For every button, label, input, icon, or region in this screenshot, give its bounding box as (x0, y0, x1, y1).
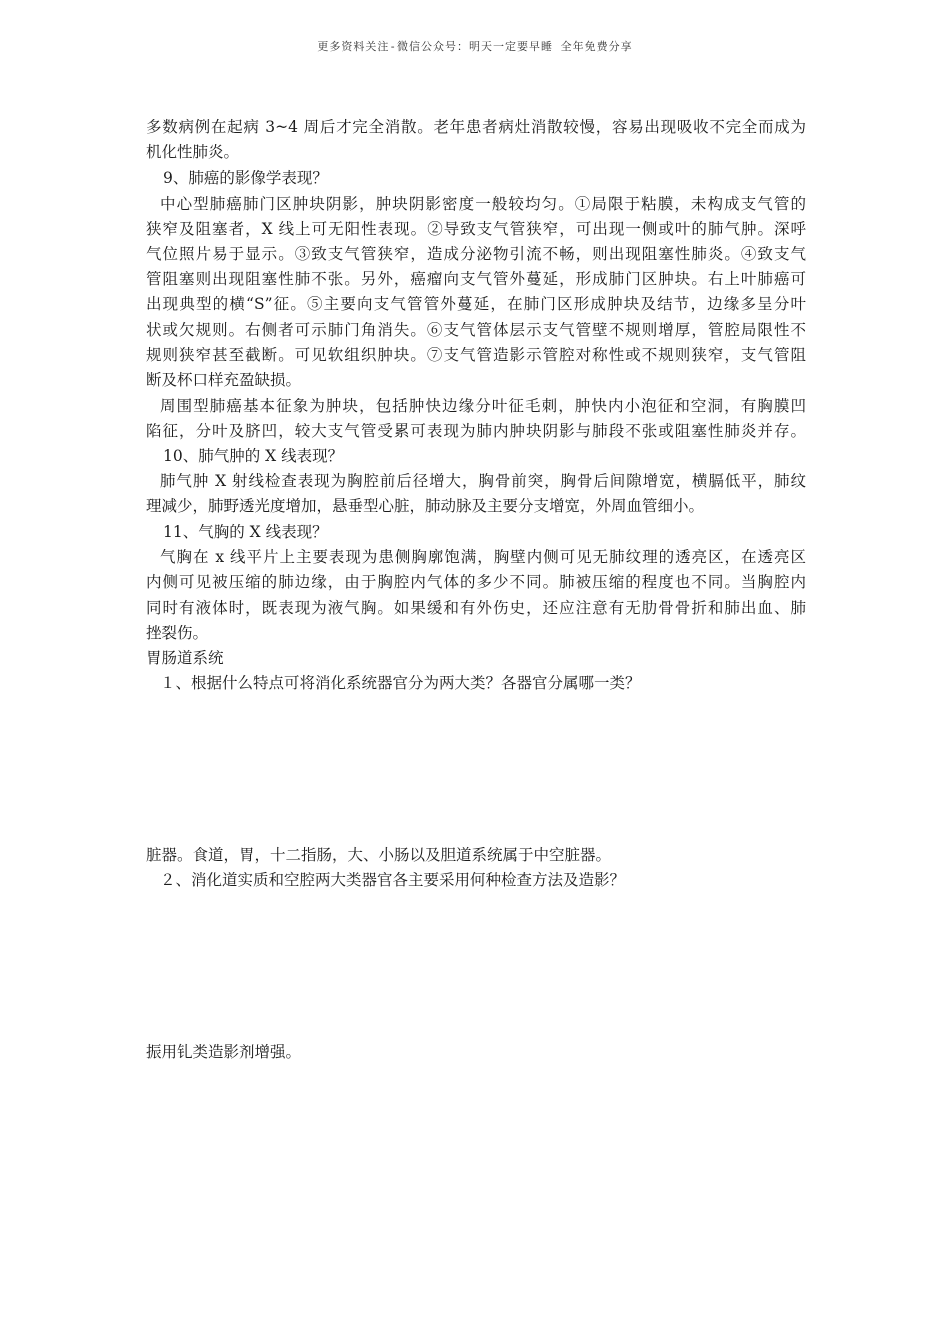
text-line: 气位照片易于显示。③致支气管狭窄，造成分泌物引流不畅，则出现阻塞性肺炎。④致支气 (146, 245, 806, 263)
text-line: 状或欠规则。右侧者可示肺门角消失。⑥支气管体层示支气管壁不规则增厚，管腔局限性不 (146, 321, 806, 339)
text-line: 肺气肿 X 射线检查表现为胸腔前后径增大，胸骨前突，胸骨后间隙增宽，横膈低平，肺纹 (160, 472, 806, 490)
text-line: 内侧可见被压缩的肺边缘，由于胸腔内气体的多少不同。肺被压缩的程度也不同。当胸腔内 (146, 573, 806, 591)
section-heading: 9、肺癌的影像学表现？ (163, 169, 328, 187)
text-line: 机化性肺炎。 (146, 143, 240, 161)
text-line: 中心型肺癌肺门区肿块阴影，肿块阴影密度一般较均匀。①局限于粘膜，未构成支气管的 (160, 195, 806, 213)
section-heading: 胃肠道系统 (146, 649, 224, 667)
text-line: 陷征，分叶及脐凹，较大支气管受累可表现为肺内肿块阴影与肺段不张或阻塞性肺炎并存。 (146, 422, 806, 440)
text-line: 出现典型的横“S”征。⑤主要向支气管管外蔓延，在肺门区形成肿块及结节，边缘多呈分叶 (146, 295, 806, 313)
text-line: 脏器。食道，胃，十二指肠，大、小肠以及胆道系统属于中空脏器。 (146, 846, 612, 864)
text-line: 规则狭窄甚至截断。可见软组织肿块。⑦支气管造影示管腔对称性或不规则狭窄，支气管阻 (146, 346, 806, 364)
text-line: 理减少，肺野透光度增加，悬垂型心脏，肺动脉及主要分支增宽，外周血管细小。 (146, 497, 705, 515)
text-line: 管阻塞则出现阻塞性肺不张。另外，癌瘤向支气管外蔓延，形成肺门区肿块。右上叶肺癌可 (146, 270, 806, 288)
text-line: 气胸在 x 线平片上主要表现为患侧胸廓饱满，胸壁内侧可见无肺纹理的透亮区，在透亮区 (160, 548, 806, 566)
page-header: 更多资料关注-微信公众号：明天一定要早睡 全年免费分享 (317, 40, 633, 53)
text-line: 振用钆类造影剂增强。 (146, 1043, 302, 1061)
text-line: 多数病例在起病 3~4 周后才完全消散。老年患者病灶消散较慢，容易出现吸收不完全而成为 (146, 118, 806, 136)
text-line: 同时有液体时，既表现为液气胸。如果缓和有外伤史，还应注意有无肋骨骨折和肺出血、肺 (146, 599, 806, 617)
text-line: 断及杯口样充盈缺损。 (146, 371, 302, 389)
section-heading: 11、气胸的 X 线表现？ (163, 523, 328, 541)
text-line: 挫裂伤。 (146, 624, 209, 642)
section-heading: 10、肺气肿的 X 线表现？ (163, 447, 344, 465)
text-line: 周围型肺癌基本征象为肿块，包括肿快边缘分叶征毛刺，肿快内小泡征和空洞，有胸膜凹 (160, 397, 806, 415)
question-line: １、根据什么特点可将消化系统器官分为两大类？各器官分属哪一类？ (160, 674, 641, 692)
question-line: ２、消化道实质和空腔两大类器官各主要采用何种检查方法及造影？ (160, 871, 626, 889)
text-line: 狭窄及阻塞者，X 线上可无阳性表现。②导致支气管狭窄，可出现一侧或叶的肺气肿。深呼 (146, 220, 806, 238)
